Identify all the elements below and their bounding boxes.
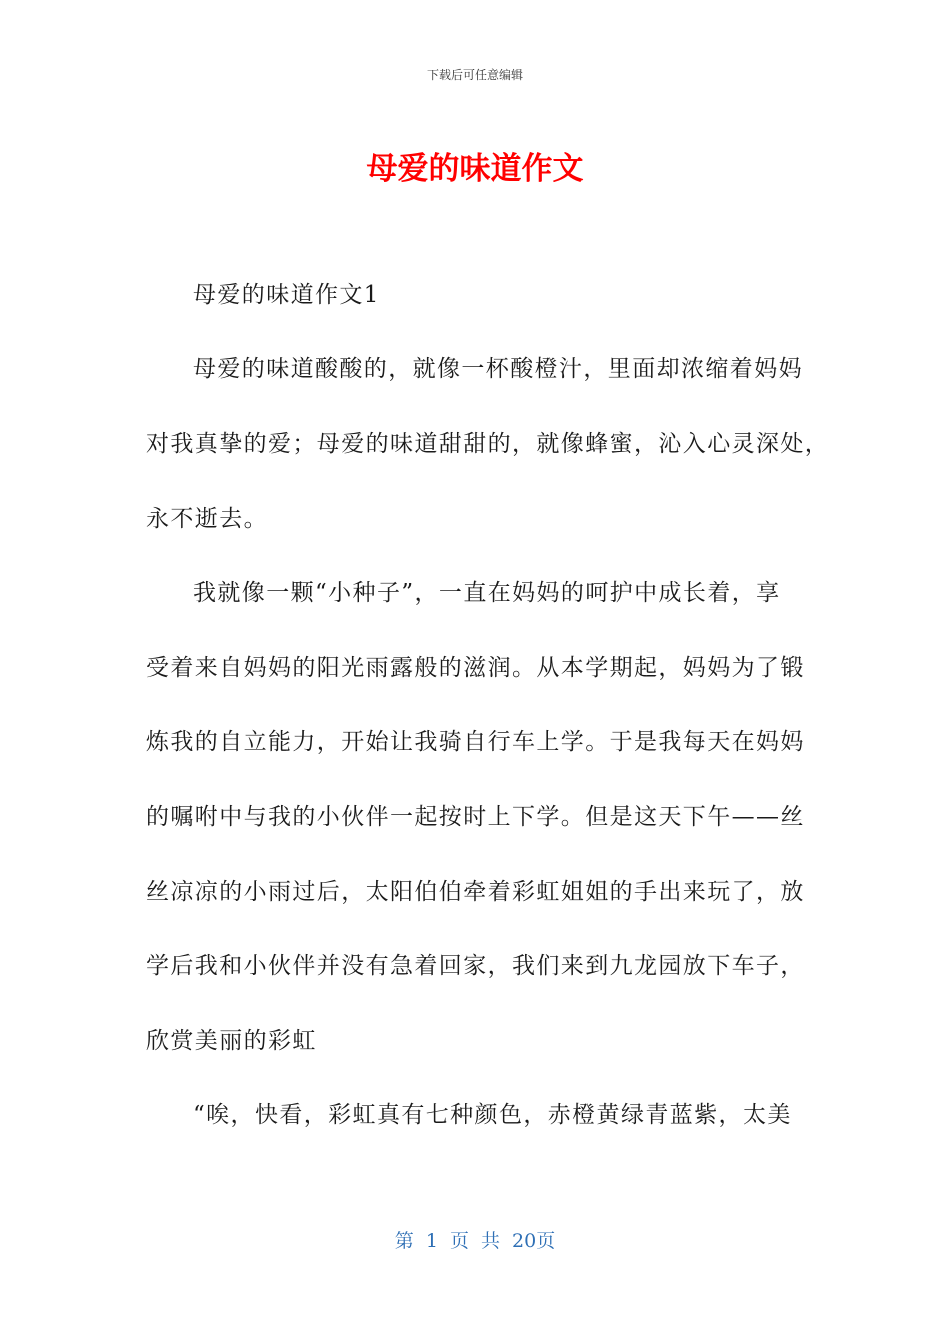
document-title: 母爱的味道作文 — [366, 151, 584, 187]
paragraph-line: 学后我和小伙伴并没有急着回家，我们来到九龙园放下车子， — [146, 953, 805, 979]
paragraph-line: 欣赏美丽的彩虹 — [146, 1028, 317, 1054]
section-heading: 母爱的味道作文1 — [193, 282, 380, 308]
page-number-footer: 第 1 页 共 20页 — [394, 1230, 556, 1252]
paragraph-line: 永不逝去。 — [146, 506, 268, 532]
paragraph-line: 母爱的味道酸酸的，就像一杯酸橙汁，里面却浓缩着妈妈 — [193, 356, 803, 382]
paragraph-line: 的嘱咐中与我的小伙伴一起按时上下学。但是这天下午——丝 — [146, 804, 805, 830]
header-note: 下载后可任意编辑 — [426, 68, 523, 82]
paragraph-line: 丝凉凉的小雨过后，太阳伯伯牵着彩虹姐姐的手出来玩了，放 — [146, 879, 805, 905]
paragraph-line: 受着来自妈妈的阳光雨露般的滋润。从本学期起，妈妈为了锻 — [146, 655, 805, 681]
paragraph-line: 我就像一颗“小种子”，一直在妈妈的呵护中成长着，享 — [193, 580, 781, 606]
paragraph-line: 对我真挚的爱；母爱的味道甜甜的，就像蜂蜜，沁入心灵深处， — [146, 431, 830, 457]
paragraph-line: 炼我的自立能力，开始让我骑自行车上学。于是我每天在妈妈 — [146, 729, 805, 755]
paragraph-line: “唉，快看，彩虹真有七种颜色，赤橙黄绿青蓝紫，太美 — [193, 1102, 792, 1128]
